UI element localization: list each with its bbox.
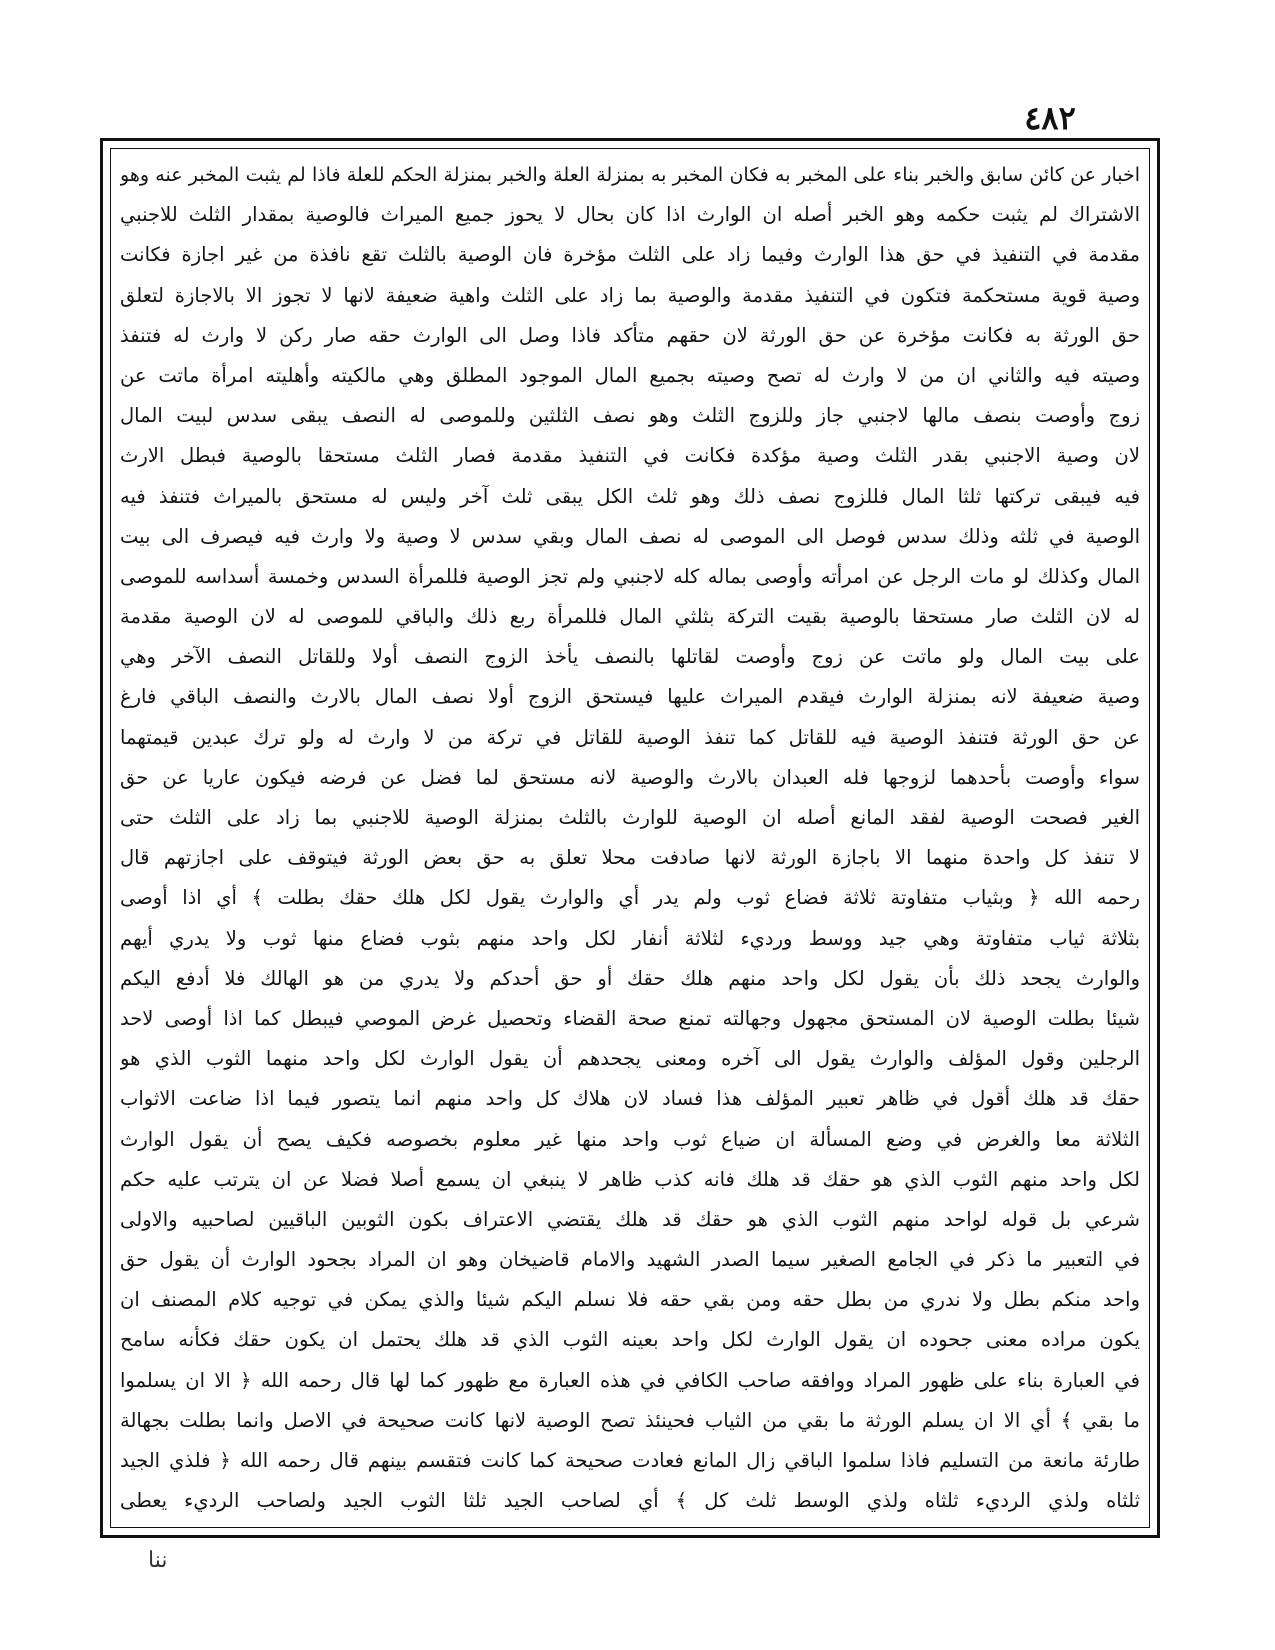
text-line: طارئة مانعة من التسليم فاذا سلموا الباقي زال المانع فعادت صحيحة كما كانت فتقسم بينهم قال رحمه الله ﴿ فلذي الجيد	[120, 1449, 1140, 1472]
text-line: وصية ضعيفة لانه بمنزلة الوارث فيقدم الميراث عليها فيستحق الزوج أولا نصف المال بالارث والنصف الباقي فارغ	[120, 685, 1140, 709]
text-line: ثلثاه ولذي الرديء ثلثاه ولذي الوسط ثلث كل ﴾ أي لصاحب الجيد ثلثا الثوب الجيد ولصاحب الرديء يعطى	[120, 1489, 1140, 1513]
text-line: على بيت المال ولو ماتت عن زوج وأوصت لقاتلها بالنصف يأخذ الزوج النصف أولا وللقاتل النصف الآخر وهي	[120, 645, 1140, 669]
text-line: وصيته فيه والثاني ان من لا وارث له تصح وصيته بجميع المال الموجود المطلق وهي مالكيته وأهليته امرأة ماتت عن	[120, 363, 1140, 387]
text-line: واحد منكم بطل ولا ندري من بطل حقه ومن بقي حقه فلا نسلم اليكم شيئا والذي يمكن في توجيه كلام المصنف ان	[120, 1288, 1140, 1312]
text-line: الرجلين وقول المؤلف والوارث يقول الى آخره ومعنى يجحدهم أن يقول الوارث لكل واحد منهما الثوب الذي هو	[120, 1047, 1140, 1071]
text-line: والوارث يجحد ذلك بأن يقول لكل واحد منهم هلك حقك أو حق أحدكم ولا يدري من هو الهالك فلا أدفع اليكم	[120, 966, 1140, 990]
text-line: لا تنفذ كل واحدة منهما الا باجازة الورثة لانها صادفت محلا تعلق به حق بعض الورثة فيتوقف على اجازتهم قال	[120, 846, 1140, 870]
text-line: شرعي بل قوله لواحد منهم الثوب الذي هو حقك قد هلك يقتضي الاعتراف بكون الثوبين الباقيين لصاحبيه والاولى	[120, 1207, 1140, 1231]
text-line: مقدمة في التنفيذ في حق هذا الوارث وفيما زاد على الثلث مؤخرة فان الوصية بالثلث تقع نافذة من غير اجازة فكانت	[120, 243, 1140, 267]
footer-mark: ننا	[148, 1548, 168, 1573]
text-line: بثلاثة ثياب متفاوتة وهي جيد ووسط ورديء لثلاثة أنفار لكل واحد منهم بثوب فضاع منها ثوب ولا يدري أيهم	[120, 926, 1140, 950]
text-line: سواء وأوصت بأحدهما لزوجها فله العبدان بالارث والوصية لانه مستحق لما فضل عن فرضه فيكون عاريا عن حق	[120, 765, 1140, 789]
text-line: وصية قوية مستحكمة فتكون في التنفيذ مقدمة والوصية بما زاد على الثلث واهية ضعيفة لانها لا تجوز الا بالاجازة لتعلق	[120, 283, 1140, 307]
text-line: رحمه الله ﴿ وبثياب متفاوتة ثلاثة فضاع ثوب ولم يدر أي والوارث يقول لكل هلك حقك بطلت ﴾ أي اذا أوصى	[120, 886, 1140, 910]
text-line: حق الورثة به فكانت مؤخرة عن حق الورثة لان حقهم متأكد فاذا وصل الى الوارث حقه صار ركن لا وارث له فتنفذ	[120, 323, 1140, 347]
text-line: عن حق الورثة فتنفذ الوصية فيه للقاتل كما تنفذ الوصية للقاتل في تركة من لا وارث له ولو ترك عبدين قيمتهما	[120, 725, 1140, 749]
text-line: المال وكذلك لو مات الرجل عن امرأته وأوصى بماله كله لاجنبي ولم تجز الوصية فللمرأة السدس وخمسة أسداسه للموصى	[120, 564, 1140, 588]
text-line: الاشتراك لم يثبت حكمه وهو الخبر أصله ان الوارث اذا كان بحال لا يحوز جميع الميراث فالوصية بمقدار الثلث للاجنبي	[120, 203, 1140, 227]
text-line: ما بقي ﴾ أي الا ان يسلم الورثة ما بقي من الثياب فحينئذ تصح الوصية لانها كانت صحيحة في الاصل وانما بطلت بجهالة	[120, 1408, 1140, 1432]
text-line: الثلاثة معا والغرض في وضع المسألة ان ضياع ثوب واحد منها غير معلوم بخصوصه فكيف يصح أن يقول الوارث	[120, 1127, 1140, 1151]
text-line: الغير فصحت الوصية لفقد المانع أصله ان الوصية للوارث بالثلث بمنزلة الوصية للاجنبي بما زاد على الثلث حتى	[120, 806, 1140, 829]
text-line: في التعبير ما ذكر في الجامع الصغير سيما الصدر الشهيد والامام قاضيخان وهو ان المراد بجحود الوارث أن يقول حق	[120, 1248, 1140, 1272]
text-line: يكون مراده معنى جحوده ان يقول الوارث لكل واحد بعينه الثوب الذي قد هلك يحتمل ان يكون حقك فكأنه سامح	[120, 1328, 1140, 1352]
text-line: فيه فيبقى تركتها ثلثا المال فللزوج نصف ذلك وهو ثلث الكل يبقى ثلث آخر وليس له مستحق بالميراث فتنفذ فيه	[120, 484, 1140, 508]
main-text-block	[120, 155, 1140, 1521]
text-line: اخبار عن كائن سابق والخبر بناء على المخبر به فكان المخبر به بمنزلة العلة والخبر بمنزلة الحكم للعلة فاذا لم يثبت المخبر عنه وهو	[120, 164, 1140, 186]
text-line: لكل واحد منهم الثوب الذي هو حقك قد هلك فانه كذب ظاهر لا ينبغي ان يسمع أصلا فضلا عن ان يترتب عليه حكم	[120, 1167, 1140, 1191]
text-line: لان وصية الاجنبي بقدر الثلث وصية مؤكدة فكانت في التنفيذ مقدمة فصار الثلث مستحقا بالوصية فبطل الارث	[120, 444, 1140, 468]
page-number: ٤٨٢	[1024, 99, 1076, 137]
text-line: له لان الثلث صار مستحقا بالوصية بقيت التركة بثلثي المال فللمرأة ربع ذلك والباقي للموصى له لان الوصية مقدمة	[120, 605, 1140, 629]
text-line: الوصية في ثلثه وذلك سدس فوصل الى الموصى له نصف المال وبقي سدس لا وصية ولا وارث فيه فيصرف الى بيت	[120, 524, 1140, 548]
text-line: زوج وأوصت بنصف مالها لاجنبي جاز وللزوج الثلث وهو نصف الثلثين وللموصى له النصف يبقى سدس لبيت المال	[120, 404, 1140, 428]
text-line: حقك قد هلك أقول في ظاهر تعبير المؤلف هذا فساد لان هلاك كل واحد منهم انما يتصور فيما اذا ضاعت الاثواب	[120, 1087, 1140, 1111]
text-line: شيئا بطلت الوصية لان المستحق مجهول وجهالته تمنع صحة القضاء وتحصيل غرض الموصي فيبطل كما اذا أوصى لاحد	[120, 1006, 1140, 1030]
text-line: في العبارة بناء على ظهور المراد ووافقه صاحب الكافي في هذه العبارة مع ظهور كما لها قال رحمه الله ﴿ الا ان يسلموا	[120, 1368, 1140, 1392]
